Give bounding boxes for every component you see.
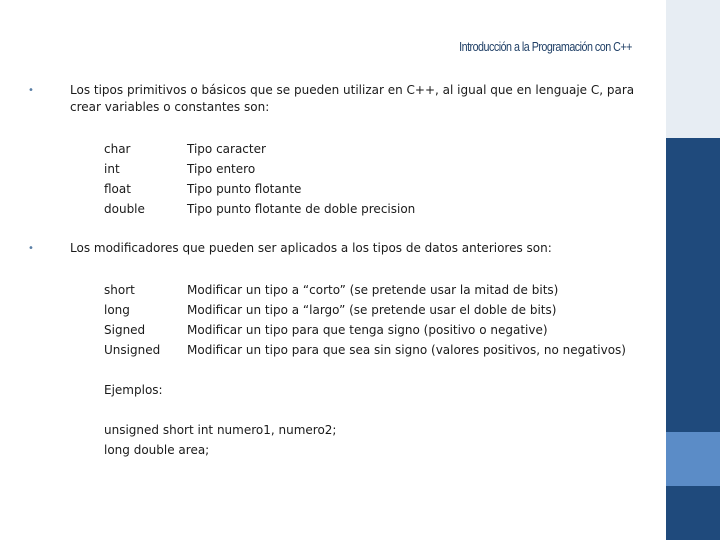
type-name: float [104,182,131,196]
example-code-line: long double area; [104,443,210,457]
bullet-text: Los tipos primitivos o básicos que se pueden utilizar en C++, al igual que en lenguaje C, para crear variables o constantes son: [70,83,635,114]
type-description: Tipo caracter [187,142,266,156]
type-description: Tipo punto flotante [187,182,302,196]
type-name: int [104,162,120,176]
modifier-row [104,320,626,340]
type-row [104,139,415,159]
modifier-description: Modificar un tipo para que sea sin signo (valores positivos, no negativos) [187,343,626,357]
bullet-marker: • [28,85,34,96]
modifier-name: Signed [104,323,146,337]
modifier-name: short [104,283,135,297]
example-code-line: unsigned short int numero1, numero2; [104,423,337,437]
type-row [104,159,415,179]
type-description: Tipo punto flotante de doble precision [187,202,416,216]
type-description: Tipo entero [187,162,256,176]
modifier-name: Unsigned [104,343,161,357]
type-row [104,179,415,199]
modifier-name: long [104,303,130,317]
type-row [104,199,415,219]
slide-title: Introducción a la Programación con C++ [459,40,632,54]
type-name: double [104,202,145,216]
modifier-description: Modificar un tipo a “largo” (se pretende usar el doble de bits) [187,303,557,317]
modifier-row [104,340,626,360]
modifiers-list [104,280,626,360]
type-name: char [104,142,131,156]
decorative-sidebar [666,0,720,540]
modifier-description: Modificar un tipo para que tenga signo (positivo o negative) [187,323,548,337]
sidebar-band-light [666,0,720,138]
sidebar-band-dark-bottom [666,486,720,540]
modifier-row [104,280,626,300]
examples-heading: Ejemplos: [104,383,163,397]
bullet-marker: • [28,243,34,254]
bullet-text: Los modificadores que pueden ser aplicados a los tipos de datos anteriores son: [70,241,552,255]
sidebar-band-accent [666,432,720,486]
modifier-row [104,300,626,320]
modifier-description: Modificar un tipo a “corto” (se pretende usar la mitad de bits) [187,283,559,297]
sidebar-band-dark [666,138,720,432]
primitive-types-list [104,139,415,219]
